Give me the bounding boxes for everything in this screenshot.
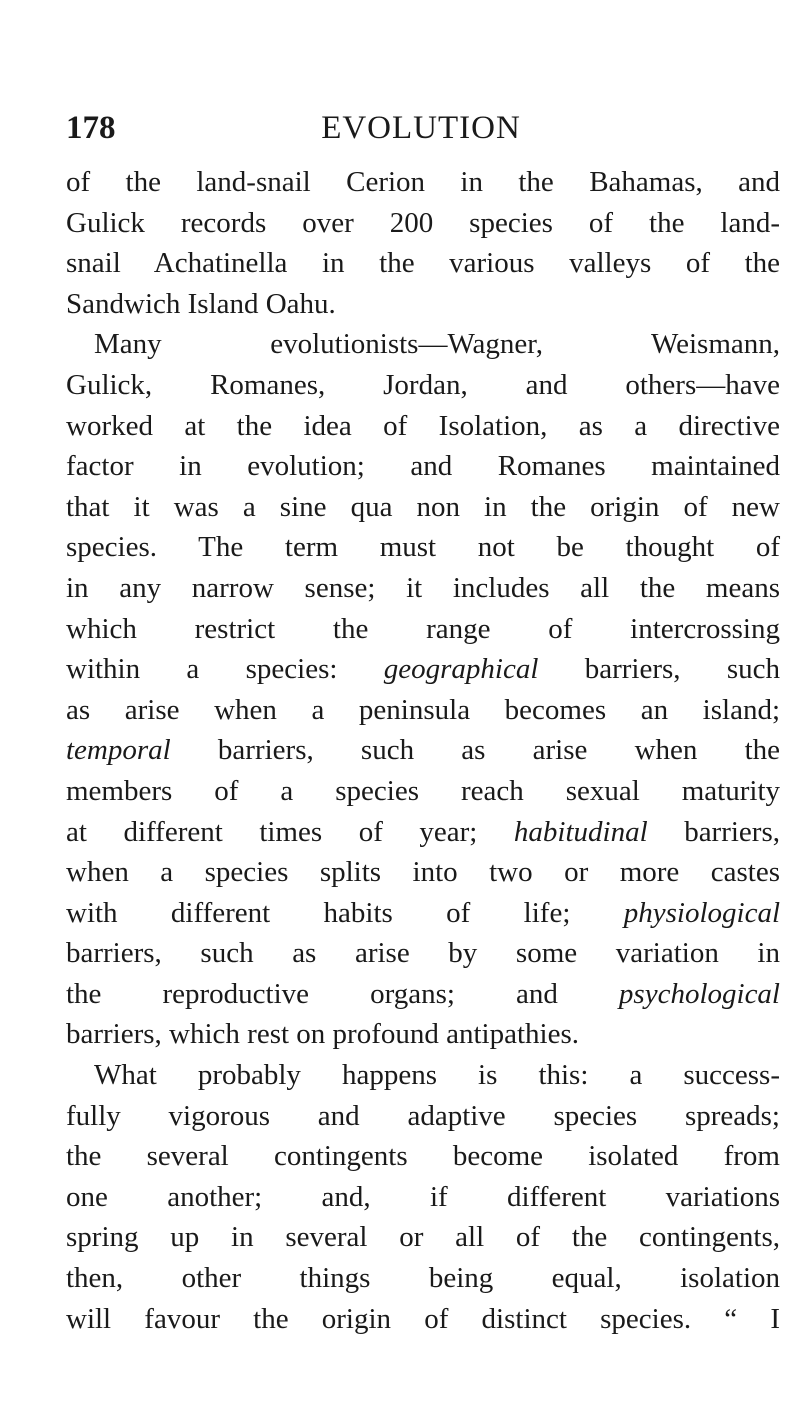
text-line: that it was a sine qua non in the origin of new [66,490,780,523]
text-line: Gulick records over 200 species of the land- [66,206,780,239]
text-line [66,649,780,690]
body-text [66,162,780,1339]
text-run: within a species: [66,653,338,686]
text-line: when a species splits into two or more castes [66,856,780,889]
text-line: then, other things being equal, isolation [66,1262,780,1295]
text-run: barriers, such [584,653,781,686]
text-line: members of a species reach sexual maturity [66,774,780,807]
italic-term: temporal [66,734,171,767]
text-line: the several contingents become isolated from [66,1140,780,1173]
text-run: barriers, such as arise when the [217,734,781,767]
text-line: fully vigorous and adaptive species spreads; [66,1099,780,1132]
text-run: at different times of year; [66,815,478,848]
text-line: snail Achatinella in the various valleys of the [66,247,780,280]
text-line: one another; and, if different variations [66,1180,780,1213]
text-line [66,812,780,853]
text-line: Gulick, Romanes, Jordan, and others—have [66,368,780,401]
text-line: as arise when a peninsula becomes an island; [66,693,780,726]
text-line: Many evolutionists—Wagner, Weismann, [94,328,780,361]
text-line: spring up in several or all of the contingents, [66,1221,780,1254]
italic-term: geographical [383,653,539,686]
text-line: species. The term must not be thought of [66,531,780,564]
page-number: 178 [66,110,116,146]
text-line: factor in evolution; and Romanes maintained [66,450,780,483]
text-line [66,730,780,771]
text-run: with different habits of life; [66,896,571,929]
text-line: What probably happens is this: a success- [94,1059,780,1092]
text-run: barriers, [684,815,780,848]
italic-term: physiological [623,896,781,929]
running-head [66,104,776,152]
text-line: barriers, such as arise by some variation in [66,937,780,970]
text-line: which restrict the range of intercrossing [66,612,780,645]
text-line: will favour the origin of distinct species. “ I [66,1302,780,1335]
text-line: barriers, which rest on profound antipathies. [66,1018,579,1051]
text-line [66,974,780,1015]
text-run: the reproductive organs; and [66,977,558,1010]
italic-term: psychological [618,977,780,1010]
text-line: worked at the idea of Isolation, as a directive [66,409,780,442]
text-line [66,893,780,934]
running-title: EVOLUTION [321,110,521,146]
text-line: of the land-snail Cerion in the Bahamas, and [66,166,780,198]
italic-term: habitudinal [513,815,648,848]
text-line: in any narrow sense; it includes all the means [66,571,780,604]
text-line: Sandwich Island Oahu. [66,287,336,320]
